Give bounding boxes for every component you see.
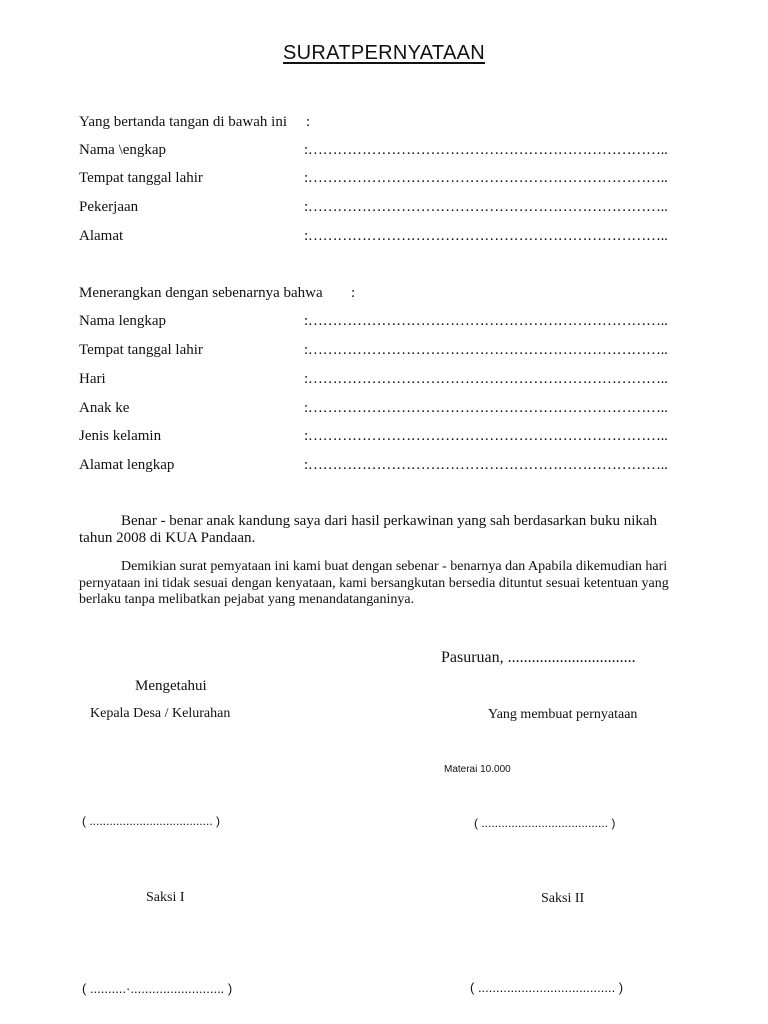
child-birth-label: Tempat tanggal lahir: [79, 342, 203, 358]
declarant-heading: Yang bertanda tangan di bawah ini: [79, 114, 288, 130]
declarant-job-field: :………………………………………………………………..: [304, 199, 668, 215]
declarant-address-label: Alamat: [79, 228, 124, 244]
child-heading: Menerangkan dengan sebenarnya bahwa: [79, 285, 323, 301]
child-address-label: Alamat lengkap: [79, 457, 175, 473]
maker-signature-line: ( ...................................... ): [474, 816, 616, 830]
village-head-label: Kepala Desa / Kelurahan: [90, 706, 231, 721]
witness-1-label: Saksi I: [146, 890, 185, 905]
closing-paragraph: Demikian surat pemyataan ini kami buat dengan sebenar - benarnya dan Apabila dikemudian hari pernyataan ini tidak sesuai dengan kenyataan, kami bersangkutan bersedia dituntut sesuai ketentuan yang berlaku tanpa melibatkan pejabat yang menandatanganinya.: [79, 559, 669, 607]
declarant-name-label: Nama \engkap: [79, 142, 167, 158]
declarant-birth-field: :………………………………………………………………..: [304, 170, 668, 186]
village-head-signature-line: ( ..................................... ): [82, 814, 221, 828]
child-name-label: Nama lengkap: [79, 313, 167, 329]
child-address-field: :………………………………………………………………..: [304, 457, 668, 473]
declarant-heading-colon: :: [306, 114, 311, 130]
child-order-field: :………………………………………………………………..: [304, 400, 668, 416]
declarant-name-field: :………………………………………………………………..: [304, 142, 668, 158]
statement-paragraph: Benar - benar anak kandung saya dari hasil perkawinan yang sah berdasarkan buku nikah tahun 2008 di KUA Pandaan.: [79, 513, 658, 546]
maker-label: Yang membuat pernyataan: [488, 707, 638, 722]
declarant-birth-label: Tempat tanggal lahir: [79, 170, 203, 186]
child-order-label: Anak ke: [79, 400, 130, 416]
child-day-label: Hari: [79, 371, 106, 387]
stamp-label: Materai 10.000: [444, 764, 511, 775]
child-day-field: :………………………………………………………………..: [304, 371, 668, 387]
child-name-field: :………………………………………………………………..: [304, 313, 668, 329]
child-gender-field: :………………………………………………………………..: [304, 428, 668, 444]
declarant-job-label: Pekerjaan: [79, 199, 139, 215]
child-gender-label: Jenis kelamin: [79, 428, 162, 444]
witness-2-signature-line: ( ...................................... ): [470, 980, 624, 995]
acknowledge-label: Mengetahui: [135, 678, 207, 694]
declarant-address-field: :………………………………………………………………..: [304, 228, 668, 244]
document-title: SURATPERNYATAAN: [283, 42, 485, 64]
child-heading-colon: :: [351, 285, 356, 301]
place-date: Pasuruan, ................................: [441, 649, 636, 666]
witness-1-signature-line: ( ..........·.......................... ): [82, 981, 233, 996]
witness-2-label: Saksi II: [541, 891, 585, 906]
child-birth-field: :………………………………………………………………..: [304, 342, 668, 358]
